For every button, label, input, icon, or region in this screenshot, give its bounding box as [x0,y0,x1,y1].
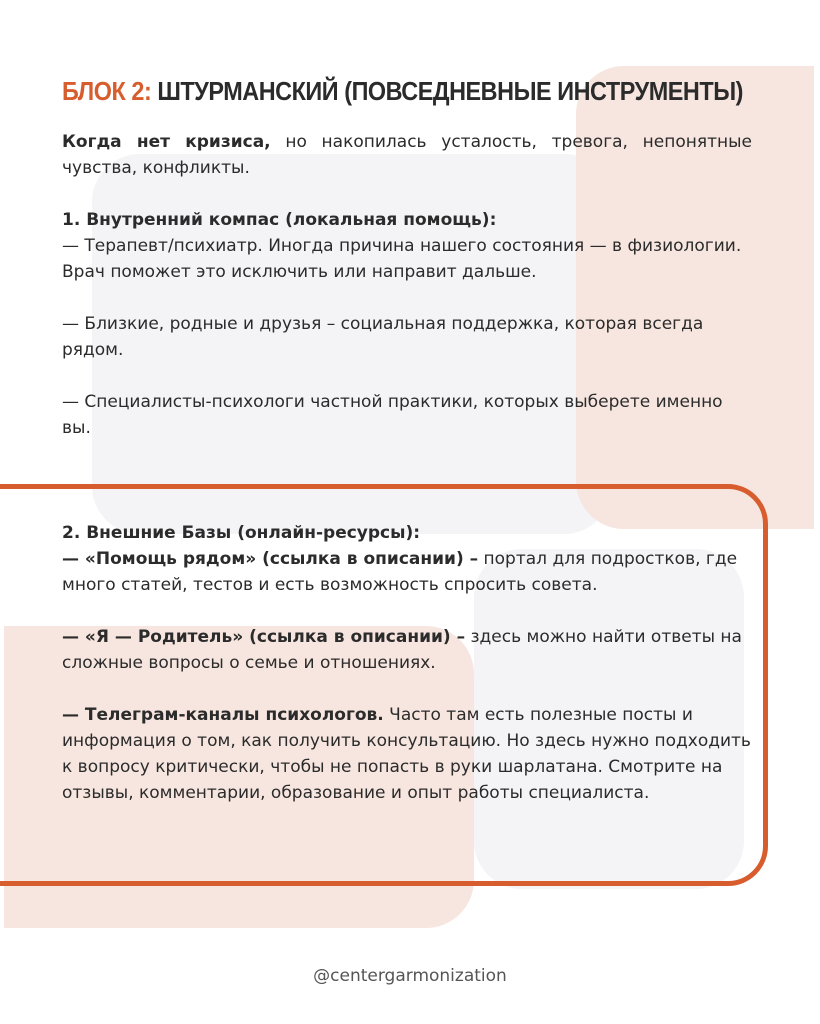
section2-item-bold: — Телеграм-каналы психологов. [62,705,384,725]
section2-item-text: Часто там есть полезные посты и информация о том, как получить консультацию. Но здесь нужно подходить к вопросу критически, чтобы не попасть в руки шарлатана. Смотрите на отзывы, комментарии, образование и опыт работы специалиста. [62,705,751,803]
section2-item-text: портал для подростков, где много статей, тестов и есть возможность спросить совета. [62,549,738,595]
intro-paragraph [62,129,752,181]
intro-bold: Когда нет кризиса, [62,132,271,152]
page-title [62,76,744,107]
section2-item-help-nearby [62,546,752,598]
section2-content [62,520,752,806]
section1-item-therapist: — Терапевт/психиатр. Иногда причина нашего состояния — в физиологии. Врач поможет это исключить или направит дальше. [62,236,742,282]
section2-item-bold: — «Я — Родитель» (ссылка в описании) – [62,627,466,647]
title-accent: БЛОК 2: [62,76,152,106]
section2-item-telegram [62,702,752,806]
section1-item-psychologists: — Специалисты-психологи частной практики, которых выберете именно вы. [62,392,723,438]
section1-content [62,76,752,441]
title-rest: ШТУРМАНСКИЙ (ПОВСЕДНЕВНЫЕ ИНСТРУМЕНТЫ) [151,76,744,106]
section1-item-family: — Близкие, родные и друзья – социальная поддержка, которая всегда рядом. [62,314,704,360]
section1-title: 1. Внутренний компас (локальная помощь): [62,210,497,230]
footer-handle: @centergarmonization [313,966,507,986]
section2-item-parent [62,624,752,676]
section2-item-bold: — «Помощь рядом» (ссылка в описании) – [62,549,479,569]
intro-text: но накопилась усталость, тревога, непонятные чувства, конфликты. [62,132,752,178]
section2-title: 2. Внешние Базы (онлайн-ресурсы): [62,523,421,543]
section2-item-text: здесь можно найти ответы на сложные вопросы о семье и отношениях. [62,627,742,673]
